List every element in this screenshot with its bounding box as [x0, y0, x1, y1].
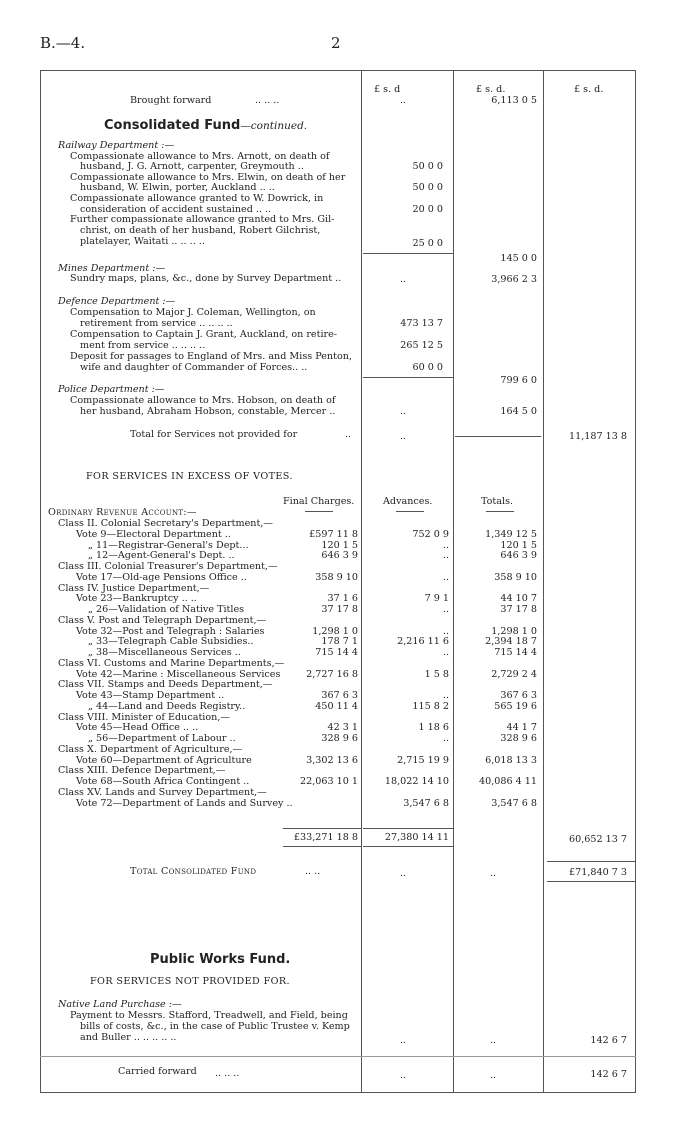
vote-final-amount: 37 17 8 — [321, 604, 358, 615]
vote-final-amount: 37 1 6 — [327, 593, 358, 605]
railway-amount: 25 0 0 — [412, 238, 443, 249]
defence-line: ment from service .. .. .. .. — [80, 340, 206, 351]
vote-adv-amount: 7 9 1 — [424, 593, 449, 605]
vote-adv-amount: .. — [442, 550, 449, 562]
vote-label: Vote 68—South Africa Contingent .. — [76, 776, 250, 787]
vote-adv-amount: .. — [442, 571, 449, 583]
vote-final-amount: 328 9 6 — [321, 733, 358, 744]
vote-label: Vote 9—Electoral Department .. — [76, 528, 231, 540]
col-header-c: £ s. d. — [574, 84, 604, 95]
totals-header-rule — [486, 511, 514, 512]
vote-adv-amount: .. — [442, 604, 449, 615]
vote-tot-amount: 37 17 8 — [500, 604, 537, 615]
vote-tot-amount: 6,018 13 3 — [485, 754, 537, 766]
vote-label: Vote 42—Marine : Miscellaneous Services — [76, 668, 281, 680]
vote-adv-amount: 1 18 6 — [418, 722, 449, 734]
railway-line: consideration of accident sustained .. .. — [80, 204, 272, 215]
vote-label: Vote 17—Old-age Pensions Office .. — [76, 571, 247, 583]
mines-total: 3,966 2 3 — [491, 274, 537, 285]
vote-final-amount: 2,727 16 8 — [306, 668, 358, 680]
class-heading: Class X. Department of Agriculture,— — [58, 743, 243, 755]
defence-line: wife and daughter of Commander of Forces.. .. — [80, 362, 308, 373]
vote-tot-amount: 1,298 1 0 — [491, 625, 537, 637]
column-divider-2 — [453, 70, 454, 1092]
police-line: Compassionate allowance to Mrs. Hobson, on death of — [70, 395, 336, 406]
adv-total-rule-top — [363, 828, 453, 829]
vote-tot-amount: 44 1 7 — [506, 722, 537, 734]
vote-label: Vote 43—Stamp Department .. — [76, 690, 225, 701]
carried-forward-label: Carried forward — [118, 1066, 197, 1077]
total-consolidated-rule-top — [547, 861, 635, 862]
vote-label: „ 44—Land and Deeds Registry.. — [88, 700, 246, 712]
carried-forward-col1: .. — [400, 1070, 407, 1081]
public-works-title: Public Works Fund. — [150, 952, 291, 967]
excess-heading: FOR SERVICES IN EXCESS OF VOTES. — [86, 471, 293, 482]
vote-tot-amount: 646 3 9 — [500, 550, 537, 562]
railway-amount: 50 0 0 — [412, 161, 443, 172]
vote-tot-amount: 328 9 6 — [500, 733, 537, 744]
consolidated-fund-title — [104, 114, 307, 133]
vote-final-amount: 22,063 10 1 — [300, 776, 358, 787]
total-consolidated-dots: .. .. — [305, 866, 321, 877]
vote-final-amount: 3,302 13 6 — [306, 754, 358, 766]
brought-forward-dots: .. .. .. — [255, 95, 280, 106]
vote-tot-amount: 1,349 12 5 — [485, 528, 537, 540]
defence-total: 799 6 0 — [500, 375, 537, 386]
consolidated-fund-main: Consolidated Fund — [104, 118, 241, 133]
class-heading: Class III. Colonial Treasurer's Department,— — [58, 561, 278, 572]
defence-amount: 265 12 5 — [400, 340, 443, 351]
vote-label: „ 26—Validation of Native Titles — [88, 604, 245, 615]
vote-tot-amount: 367 6 3 — [500, 690, 537, 701]
railway-line: Compassionate allowance to Mrs. Arnott, on death of — [70, 151, 330, 162]
vote-tot-amount: 565 19 6 — [494, 700, 537, 712]
police-col1: .. — [400, 406, 407, 417]
railway-heading: Railway Department :— — [58, 140, 175, 151]
railway-line: christ, on death of her husband, Robert Gilchrist, — [80, 225, 321, 236]
mines-col1: .. — [400, 274, 407, 285]
carried-forward-amount: 142 6 7 — [590, 1069, 627, 1080]
vote-tot-amount: 44 10 7 — [500, 593, 537, 605]
police-heading: Police Department :— — [58, 384, 165, 395]
defence-subtotal-rule — [363, 377, 453, 378]
excess-col-final: Final Charges. — [283, 496, 355, 507]
advances-total: 27,380 14 11 — [384, 832, 449, 843]
total-consolidated-col1: .. — [400, 868, 407, 879]
vote-label: Vote 60—Department of Agriculture — [76, 754, 252, 766]
vote-adv-amount: .. — [442, 625, 449, 637]
col-header-b: £ s. d. — [476, 84, 506, 95]
class-heading: Class XV. Lands and Survey Department,— — [58, 786, 267, 798]
defence-line: Compensation to Captain J. Grant, Auckland, on retire- — [70, 329, 338, 340]
defence-line: Compensation to Major J. Coleman, Wellington, on — [70, 307, 316, 318]
railway-total: 145 0 0 — [500, 253, 537, 264]
class-heading: Class VI. Customs and Marine Departments,— — [58, 657, 285, 669]
account-heading: Ordinary Revenue Account:— — [48, 507, 197, 518]
total-consolidated-col2: .. — [490, 868, 497, 879]
vote-tot-amount: 2,729 2 4 — [491, 668, 537, 680]
vote-final-amount: £597 11 8 — [309, 528, 358, 540]
final-total-rule-top — [283, 828, 361, 829]
defence-line: Deposit for passages to England of Mrs. and Miss Penton, — [70, 351, 352, 362]
vote-final-amount: 358 9 10 — [315, 571, 358, 583]
excess-col-advances: Advances. — [383, 496, 433, 507]
vote-final-amount: 450 11 4 — [315, 700, 358, 712]
vote-final-amount: 1,298 1 0 — [312, 625, 358, 637]
page-number: 2 — [331, 34, 341, 52]
brought-forward-amount: 6,113 0 5 — [491, 95, 537, 106]
railway-subtotal-rule — [363, 253, 453, 254]
railway-line: husband, J. G. Arnott, carpenter, Greymouth .. — [80, 161, 304, 172]
final-header-rule — [305, 511, 333, 512]
vote-label: Vote 45—Head Office .. .. — [76, 722, 199, 734]
native-land-line: bills of costs, &c., in the case of Public Trustee v. Kemp — [80, 1021, 350, 1032]
vote-adv-amount: .. — [442, 647, 449, 658]
vote-adv-amount: 3,547 6 8 — [403, 797, 449, 809]
railway-line: Further compassionate allowance granted to Mrs. Gil- — [70, 214, 335, 225]
vote-final-amount: 715 14 4 — [315, 647, 358, 658]
column-divider-3 — [543, 70, 544, 1092]
vote-adv-amount: 752 0 9 — [412, 528, 449, 540]
vote-adv-amount: .. — [442, 690, 449, 701]
railway-line: Compassionate allowance granted to W. Dowrick, in — [70, 193, 324, 204]
vote-tot-amount: 2,394 18 7 — [485, 636, 537, 648]
vote-label: „ 56—Department of Labour .. — [88, 733, 236, 744]
total-not-provided-dots: .. — [345, 429, 352, 440]
brought-forward-col1: .. — [400, 95, 407, 106]
total-consolidated-rule-bottom — [547, 881, 635, 882]
total-not-provided-col1: .. — [400, 431, 407, 442]
vote-final-amount: 646 3 9 — [321, 550, 358, 562]
defence-amount: 60 0 0 — [412, 362, 443, 373]
mines-line: Sundry maps, plans, &c., done by Survey Department .. — [70, 273, 342, 284]
class-heading: Class VII. Stamps and Deeds Department,— — [58, 679, 273, 691]
total-not-provided-rule — [455, 436, 541, 437]
defence-amount: 473 13 7 — [400, 318, 443, 329]
table-right-border — [635, 70, 636, 1092]
vote-final-amount: 178 7 1 — [321, 636, 358, 648]
railway-line: platelayer, Waitati .. .. .. .. — [80, 236, 205, 247]
native-land-heading: Native Land Purchase :— — [58, 999, 182, 1010]
police-total: 164 5 0 — [500, 406, 537, 417]
vote-adv-amount: .. — [442, 733, 449, 744]
total-consolidated-label: Total Consolidated Fund — [130, 866, 257, 877]
vote-label: Vote 32—Post and Telegraph : Salaries — [76, 625, 265, 637]
vote-label: Vote 23—Bankruptcy .. .. — [76, 593, 197, 605]
vote-label: „ 38—Miscellaneous Services .. — [88, 647, 241, 658]
final-charges-total: £33,271 18 8 — [293, 832, 358, 843]
carried-forward-col2: .. — [490, 1070, 497, 1081]
table-left-border — [40, 70, 41, 1092]
total-not-provided-label: Total for Services not provided for — [130, 429, 298, 440]
police-line: her husband, Abraham Hobson, constable, Mercer .. — [80, 406, 336, 417]
table-bottom-rule — [40, 1092, 636, 1093]
vote-tot-amount: 120 1 5 — [500, 539, 537, 551]
adv-total-rule-bottom — [363, 846, 453, 847]
consolidated-fund-suffix: —continued. — [240, 120, 308, 132]
brought-forward-label: Brought forward — [130, 95, 212, 106]
class-heading: Class XIII. Defence Department,— — [58, 765, 226, 777]
class-heading: Class V. Post and Telegraph Department,— — [58, 614, 267, 626]
vote-adv-amount: 1 5 8 — [424, 668, 449, 680]
defence-heading: Defence Department :— — [58, 296, 176, 307]
carried-forward-rule — [40, 1056, 636, 1057]
vote-tot-amount: 40,086 4 11 — [479, 776, 537, 787]
railway-amount: 50 0 0 — [412, 182, 443, 193]
vote-adv-amount: 2,715 19 9 — [397, 754, 449, 766]
excess-col-totals: Totals. — [481, 496, 514, 507]
vote-label: „ 33—Telegraph Cable Subsidies.. — [88, 636, 254, 648]
class-heading: Class II. Colonial Secretary's Department,— — [58, 518, 273, 529]
native-land-line: Payment to Messrs. Stafford, Treadwell, and Field, being — [70, 1010, 348, 1021]
class-heading: Class IV. Justice Department,— — [58, 582, 210, 594]
native-land-col1: .. — [400, 1035, 407, 1046]
vote-final-amount: 42 3 1 — [327, 722, 358, 734]
vote-tot-amount: 715 14 4 — [494, 647, 537, 658]
col-header-a: £ s. d — [374, 84, 401, 95]
vote-label: „ 11—Registrar-General's Dept... — [88, 539, 249, 551]
vote-label: Vote 72—Department of Lands and Survey .. — [76, 797, 293, 809]
vote-adv-amount: .. — [442, 539, 449, 551]
excess-grand-total: 60,652 13 7 — [569, 834, 627, 845]
railway-amount: 20 0 0 — [412, 204, 443, 215]
mines-heading: Mines Department :— — [58, 263, 166, 274]
public-works-subheading: FOR SERVICES NOT PROVIDED FOR. — [90, 976, 290, 987]
vote-final-amount: 367 6 3 — [321, 690, 358, 701]
vote-adv-amount: 2,216 11 6 — [397, 636, 449, 648]
total-consolidated-amount: £71,840 7 3 — [569, 867, 627, 878]
table-top-rule — [40, 70, 636, 71]
native-land-line: and Buller .. .. .. .. .. — [80, 1032, 177, 1043]
page-reference: B.—4. — [40, 34, 86, 52]
railway-line: Compassionate allowance to Mrs. Elwin, on death of her — [70, 172, 346, 183]
native-land-col2: .. — [490, 1035, 497, 1046]
final-total-rule-bottom — [283, 846, 361, 847]
defence-line: retirement from service .. .. .. .. — [80, 318, 233, 329]
carried-forward-dots: .. .. .. — [215, 1068, 240, 1079]
column-divider-1 — [361, 70, 362, 1092]
class-heading: Class VIII. Minister of Education,— — [58, 711, 230, 723]
vote-adv-amount: 115 8 2 — [412, 700, 449, 712]
vote-tot-amount: 3,547 6 8 — [491, 797, 537, 809]
advances-header-rule — [396, 511, 424, 512]
vote-adv-amount: 18,022 14 10 — [384, 776, 449, 787]
total-not-provided-amount: 11,187 13 8 — [569, 431, 627, 442]
railway-line: husband, W. Elwin, porter, Auckland .. .. — [80, 182, 275, 193]
vote-label: „ 12—Agent-General's Dept. .. — [88, 550, 235, 562]
vote-tot-amount: 358 9 10 — [494, 571, 537, 583]
native-land-amount: 142 6 7 — [590, 1035, 627, 1046]
vote-final-amount: 120 1 5 — [321, 539, 358, 551]
